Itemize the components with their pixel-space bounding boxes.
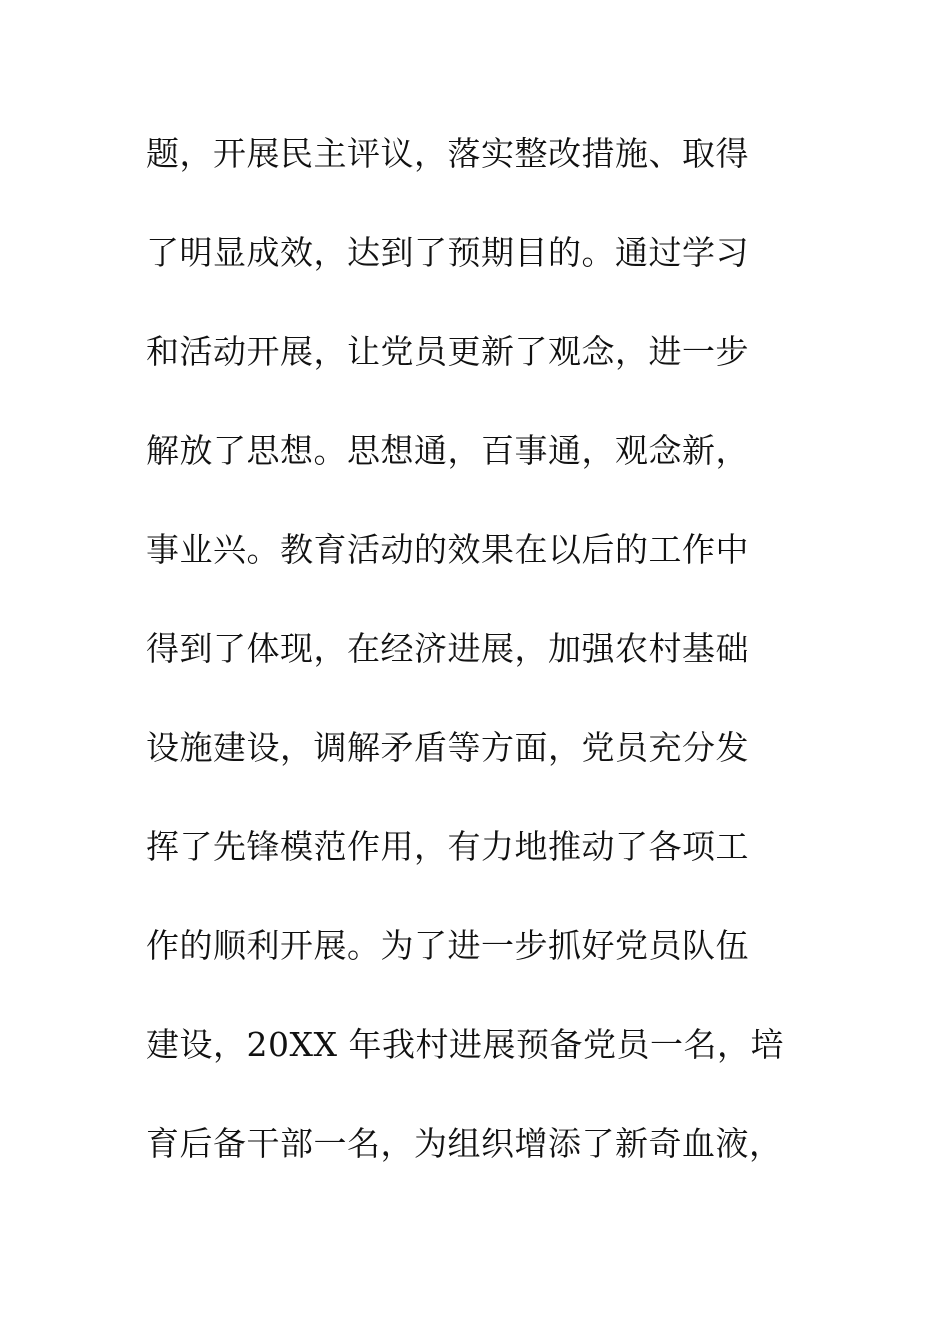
text-line: 题，开展民主评议，落实整改措施、取得 bbox=[146, 134, 749, 173]
text-line: 挥了先锋模范作用，有力地推动了各项工 bbox=[146, 827, 749, 866]
text-line: 设施建设，调解矛盾等方面，党员充分发 bbox=[146, 728, 749, 767]
body-paragraph bbox=[146, 120, 806, 1209]
text-line: 得到了体现，在经济进展，加强农村基础 bbox=[146, 629, 749, 668]
text-line: 解放了思想。思想通，百事通，观念新， bbox=[146, 431, 749, 470]
text-line: 了明显成效，达到了预期目的。通过学习 bbox=[146, 233, 749, 272]
text-line: 和活动开展，让党员更新了观念，进一步 bbox=[146, 332, 749, 371]
text-line: 建设，20XX 年我村进展预备党员一名，培 bbox=[146, 1025, 784, 1064]
text-line: 作的顺利开展。为了进一步抓好党员队伍 bbox=[146, 926, 749, 965]
text-line: 事业兴。教育活动的效果在以后的工作中 bbox=[146, 530, 749, 569]
text-line: 育后备干部一名，为组织增添了新奇血液， bbox=[146, 1124, 783, 1163]
